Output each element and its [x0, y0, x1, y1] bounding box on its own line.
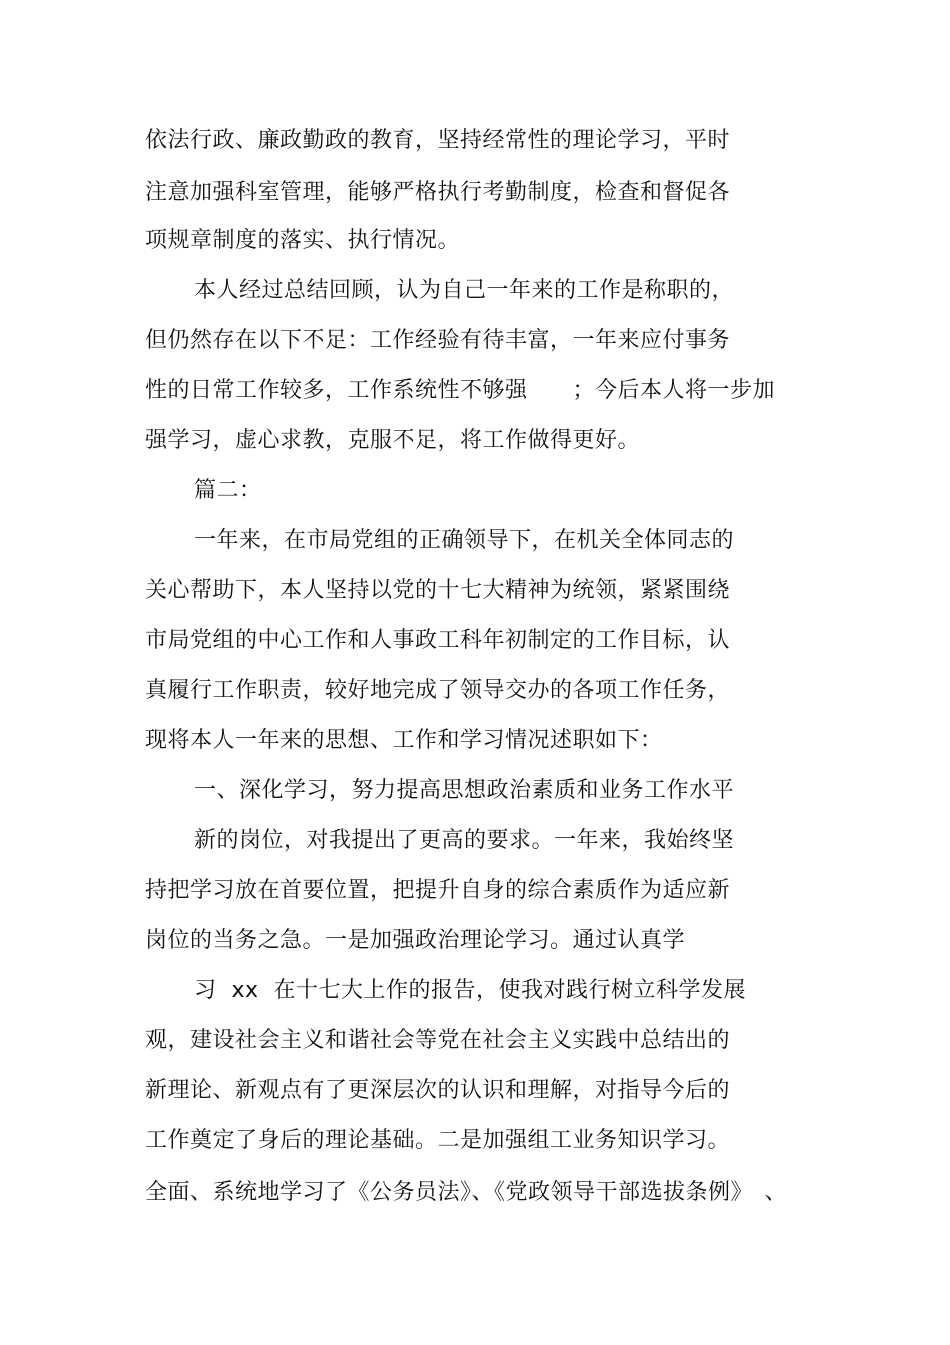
text-line: 新的岗位，对我提出了更高的要求。一年来，我始终坚 [194, 828, 735, 853]
text-line: 现将本人一年来的思想、工作和学习情况述职如下： [145, 728, 663, 753]
text-line: 真履行工作职责，较好地完成了领导交办的各项工作任务， [145, 678, 731, 703]
text-line: 工作奠定了身后的理论基础。二是加强组工业务知识学习。 [145, 1128, 731, 1153]
text-line: 本人经过总结回顾，认为自己一年来的工作是称职的， [194, 278, 735, 303]
text-line: 新理论、新观点有了更深层次的认识和理解，对指导今后的 [145, 1078, 731, 1103]
text-line: 全面、系统地学习了《公务员法》、《党政领导干部选拔条例》 、 [145, 1180, 788, 1205]
text-line: 习 xx 在十七大上作的报告，使我对践行树立科学发展 [194, 978, 747, 1003]
subsection-heading: 一、深化学习，努力提高思想政治素质和业务工作水平 [194, 778, 735, 803]
text-line: 但仍然存在以下不足：工作经验有待丰富，一年来应付事务 [145, 328, 731, 353]
text-line: 持把学习放在首要位置，把提升自身的综合素质作为适应新 [145, 878, 731, 903]
text-line: 项规章制度的落实、执行情况。 [145, 228, 461, 253]
text-line: 注意加强科室管理，能够严格执行考勤制度，检查和督促各 [145, 180, 731, 205]
text-line: 一年来，在市局党组的正确领导下，在机关全体同志的 [194, 528, 735, 553]
text-line: 岗位的当务之急。一是加强政治理论学习。通过认真学 [145, 928, 686, 953]
text-line: 观，建设社会主义和谐社会等党在社会主义实践中总结出的 [145, 1028, 731, 1053]
text-line: 市局党组的中心工作和人事政工科年初制定的工作目标，认 [145, 628, 731, 653]
section-heading: 篇二： [194, 478, 262, 503]
text-line: 性的日常工作较多，工作系统性不够强 ；今后本人将一步加 [145, 378, 776, 403]
text-line: 强学习，虚心求教，克服不足，将工作做得更好。 [145, 428, 641, 453]
text-line: 依法行政、廉政勤政的教育，坚持经常性的理论学习，平时 [145, 128, 731, 153]
text-line: 关心帮助下，本人坚持以党的十七大精神为统领，紧紧围绕 [145, 578, 731, 603]
